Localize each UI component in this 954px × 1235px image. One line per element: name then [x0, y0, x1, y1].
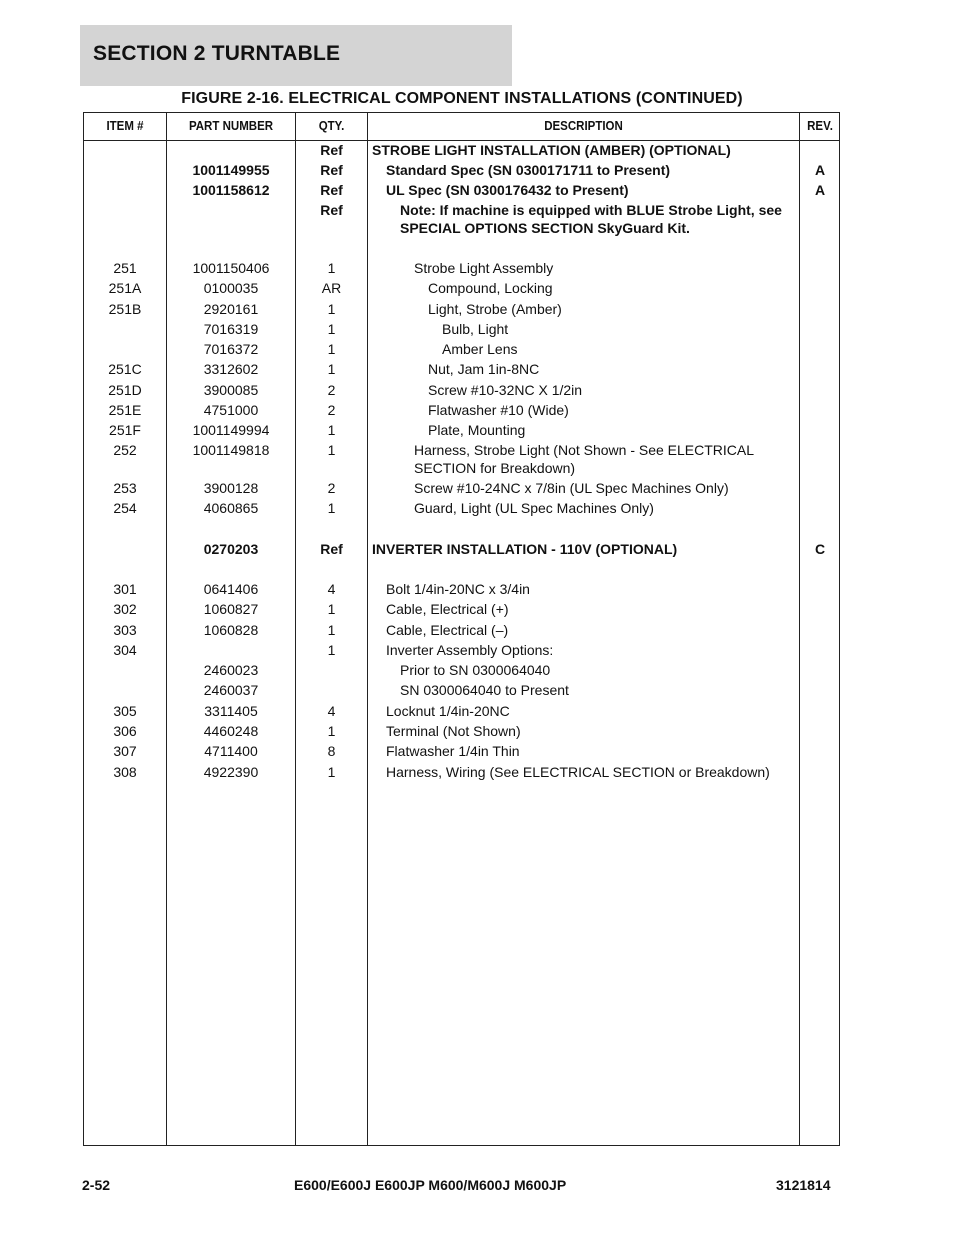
part-number: 3311405 [204, 703, 258, 719]
part-number: 1001149955 [192, 162, 270, 178]
description [368, 161, 798, 179]
description [368, 141, 798, 159]
part-number: 7016319 [203, 321, 259, 337]
description [368, 421, 798, 439]
description [368, 600, 798, 618]
description-line: Standard Spec (SN 0300171711 to Present) [386, 162, 671, 178]
description [368, 300, 798, 318]
description-line: UL Spec (SN 0300176432 to Present) [386, 182, 629, 198]
description-line: Note: If machine is equipped with BLUE Strobe Light, see [400, 202, 782, 218]
item-number: 304 [113, 642, 137, 658]
quantity: Ref [320, 182, 343, 198]
quantity: 4 [327, 581, 336, 597]
description-line: SN 0300064040 to Present [400, 682, 569, 698]
description-line: Compound, Locking [428, 280, 553, 296]
quantity: 2 [327, 480, 336, 496]
description-line: STROBE LIGHT INSTALLATION (AMBER) (OPTIONAL) [372, 142, 731, 158]
part-number: 1001149818 [192, 442, 270, 458]
part-number: 0641406 [203, 581, 259, 597]
quantity: 2 [327, 402, 336, 418]
item-number: 305 [113, 703, 137, 719]
revision: A [814, 162, 826, 178]
description-line: Light, Strobe (Amber) [428, 301, 562, 317]
description [368, 742, 798, 760]
description-line: Bulb, Light [442, 321, 509, 337]
parts-table [83, 112, 840, 1146]
description-line: Nut, Jam 1in-8NC [428, 361, 540, 377]
description-line: Bolt 1/4in-20NC x 3/4in [386, 581, 530, 597]
description-line: Guard, Light (UL Spec Machines Only) [414, 500, 654, 516]
description [368, 661, 798, 679]
item-number: 251F [109, 422, 141, 438]
description [368, 580, 798, 598]
description [368, 722, 798, 740]
item-number: 301 [113, 581, 137, 597]
item-number: 253 [113, 480, 137, 496]
quantity: 4 [327, 703, 336, 719]
item-number: 251 [113, 260, 137, 276]
description [368, 340, 798, 358]
description-line: INVERTER INSTALLATION - 110V (OPTIONAL) [372, 541, 678, 557]
quantity: Ref [320, 162, 343, 178]
part-number: 1060827 [203, 601, 259, 617]
description [368, 681, 798, 699]
part-number: 7016372 [203, 341, 259, 357]
part-number: 3312602 [203, 361, 259, 377]
part-number: 2460037 [203, 682, 259, 698]
quantity: 1 [327, 642, 336, 658]
item-number: 251B [108, 301, 142, 317]
description-line: Inverter Assembly Options: [386, 642, 554, 658]
quantity: 1 [327, 341, 336, 357]
description-line: Terminal (Not Shown) [386, 723, 521, 739]
part-number: 1060828 [203, 622, 259, 638]
description [368, 381, 798, 399]
quantity: Ref [320, 142, 343, 158]
description-line: Plate, Mounting [428, 422, 526, 438]
quantity: 1 [327, 500, 336, 516]
item-number: 251E [108, 402, 142, 418]
item-number: 307 [113, 743, 137, 759]
revision: C [814, 541, 826, 557]
description-line: Cable, Electrical (+) [386, 601, 509, 617]
section-header [80, 25, 512, 86]
description [368, 401, 798, 419]
item-number: 306 [113, 723, 137, 739]
description [368, 621, 798, 639]
header-item: ITEM # [106, 119, 144, 133]
description-line: Flatwasher 1/4in Thin [386, 743, 520, 759]
part-number: 2460023 [203, 662, 259, 678]
header-qty: QTY. [318, 119, 345, 133]
description-line: Locknut 1/4in-20NC [386, 703, 510, 719]
part-number: 4751000 [203, 402, 259, 418]
header-description: DESCRIPTION [544, 119, 623, 133]
description [368, 763, 798, 781]
description [368, 499, 798, 517]
part-number: 3900085 [203, 382, 259, 398]
item-number: 302 [113, 601, 137, 617]
part-number: 4060865 [203, 500, 259, 516]
quantity: 1 [327, 361, 336, 377]
item-number: 308 [113, 764, 137, 780]
item-number: 254 [113, 500, 137, 516]
description-line: SPECIAL OPTIONS SECTION SkyGuard Kit. [400, 220, 690, 236]
description [368, 181, 798, 199]
header-part-number: PART NUMBER [188, 119, 274, 133]
part-number: 3900128 [203, 480, 259, 496]
item-number: 251A [108, 280, 142, 296]
column-divider [799, 113, 800, 1145]
description-line: Flatwasher #10 (Wide) [428, 402, 569, 418]
description-line: Screw #10-32NC X 1/2in [428, 382, 583, 398]
description-line: Prior to SN 0300064040 [400, 662, 551, 678]
part-number: 0100035 [203, 280, 259, 296]
description [368, 201, 798, 237]
part-number: 2920161 [203, 301, 259, 317]
item-number: 251D [108, 382, 142, 398]
description [368, 279, 798, 297]
revision: A [814, 182, 826, 198]
part-number: 1001158612 [192, 182, 270, 198]
section-title: SECTION 2 TURNTABLE [93, 42, 341, 65]
description [368, 702, 798, 720]
description-line: Strobe Light Assembly [414, 260, 554, 276]
quantity: 1 [327, 442, 336, 458]
description-line: Amber Lens [442, 341, 518, 357]
quantity: 1 [327, 764, 336, 780]
part-number: 4711400 [204, 743, 258, 759]
description-line: SECTION for Breakdown) [414, 460, 576, 476]
page-number: 2-52 [82, 1177, 111, 1193]
description [368, 641, 798, 659]
quantity: 1 [327, 321, 336, 337]
item-number: 251C [108, 361, 142, 377]
part-number: 4922390 [203, 764, 259, 780]
part-number: 1001150406 [192, 260, 270, 276]
description [368, 441, 798, 477]
quantity: AR [321, 280, 342, 296]
quantity: 1 [327, 622, 336, 638]
description [368, 540, 798, 558]
quantity: Ref [320, 202, 343, 218]
document-number: 3121814 [776, 1177, 831, 1193]
description-line: Screw #10-24NC x 7/8in (UL Spec Machines Only) [414, 480, 729, 496]
quantity: 1 [327, 301, 336, 317]
figure-title: FIGURE 2-16. ELECTRICAL COMPONENT INSTALLATIONS (CONTINUED) [181, 90, 743, 107]
quantity: 1 [327, 723, 336, 739]
description-line: Harness, Wiring (See ELECTRICAL SECTION or Breakdown) [386, 764, 770, 780]
header-rev: REV. [807, 119, 833, 133]
part-number: 1001149994 [192, 422, 270, 438]
description [368, 479, 798, 497]
quantity: 1 [327, 422, 336, 438]
item-number: 252 [113, 442, 137, 458]
description [368, 360, 798, 378]
item-number: 303 [113, 622, 137, 638]
quantity: Ref [320, 541, 343, 557]
quantity: 8 [327, 743, 336, 759]
part-number: 0270203 [203, 541, 259, 557]
description [368, 320, 798, 338]
model-list: E600/E600J E600JP M600/M600J M600JP [294, 1177, 567, 1193]
quantity: 1 [327, 601, 336, 617]
part-number: 4460248 [203, 723, 259, 739]
quantity: 1 [327, 260, 336, 276]
description-line: Cable, Electrical (–) [386, 622, 509, 638]
description-line: Harness, Strobe Light (Not Shown - See ELECTRICAL [414, 442, 755, 458]
description [368, 259, 798, 277]
quantity: 2 [327, 382, 336, 398]
